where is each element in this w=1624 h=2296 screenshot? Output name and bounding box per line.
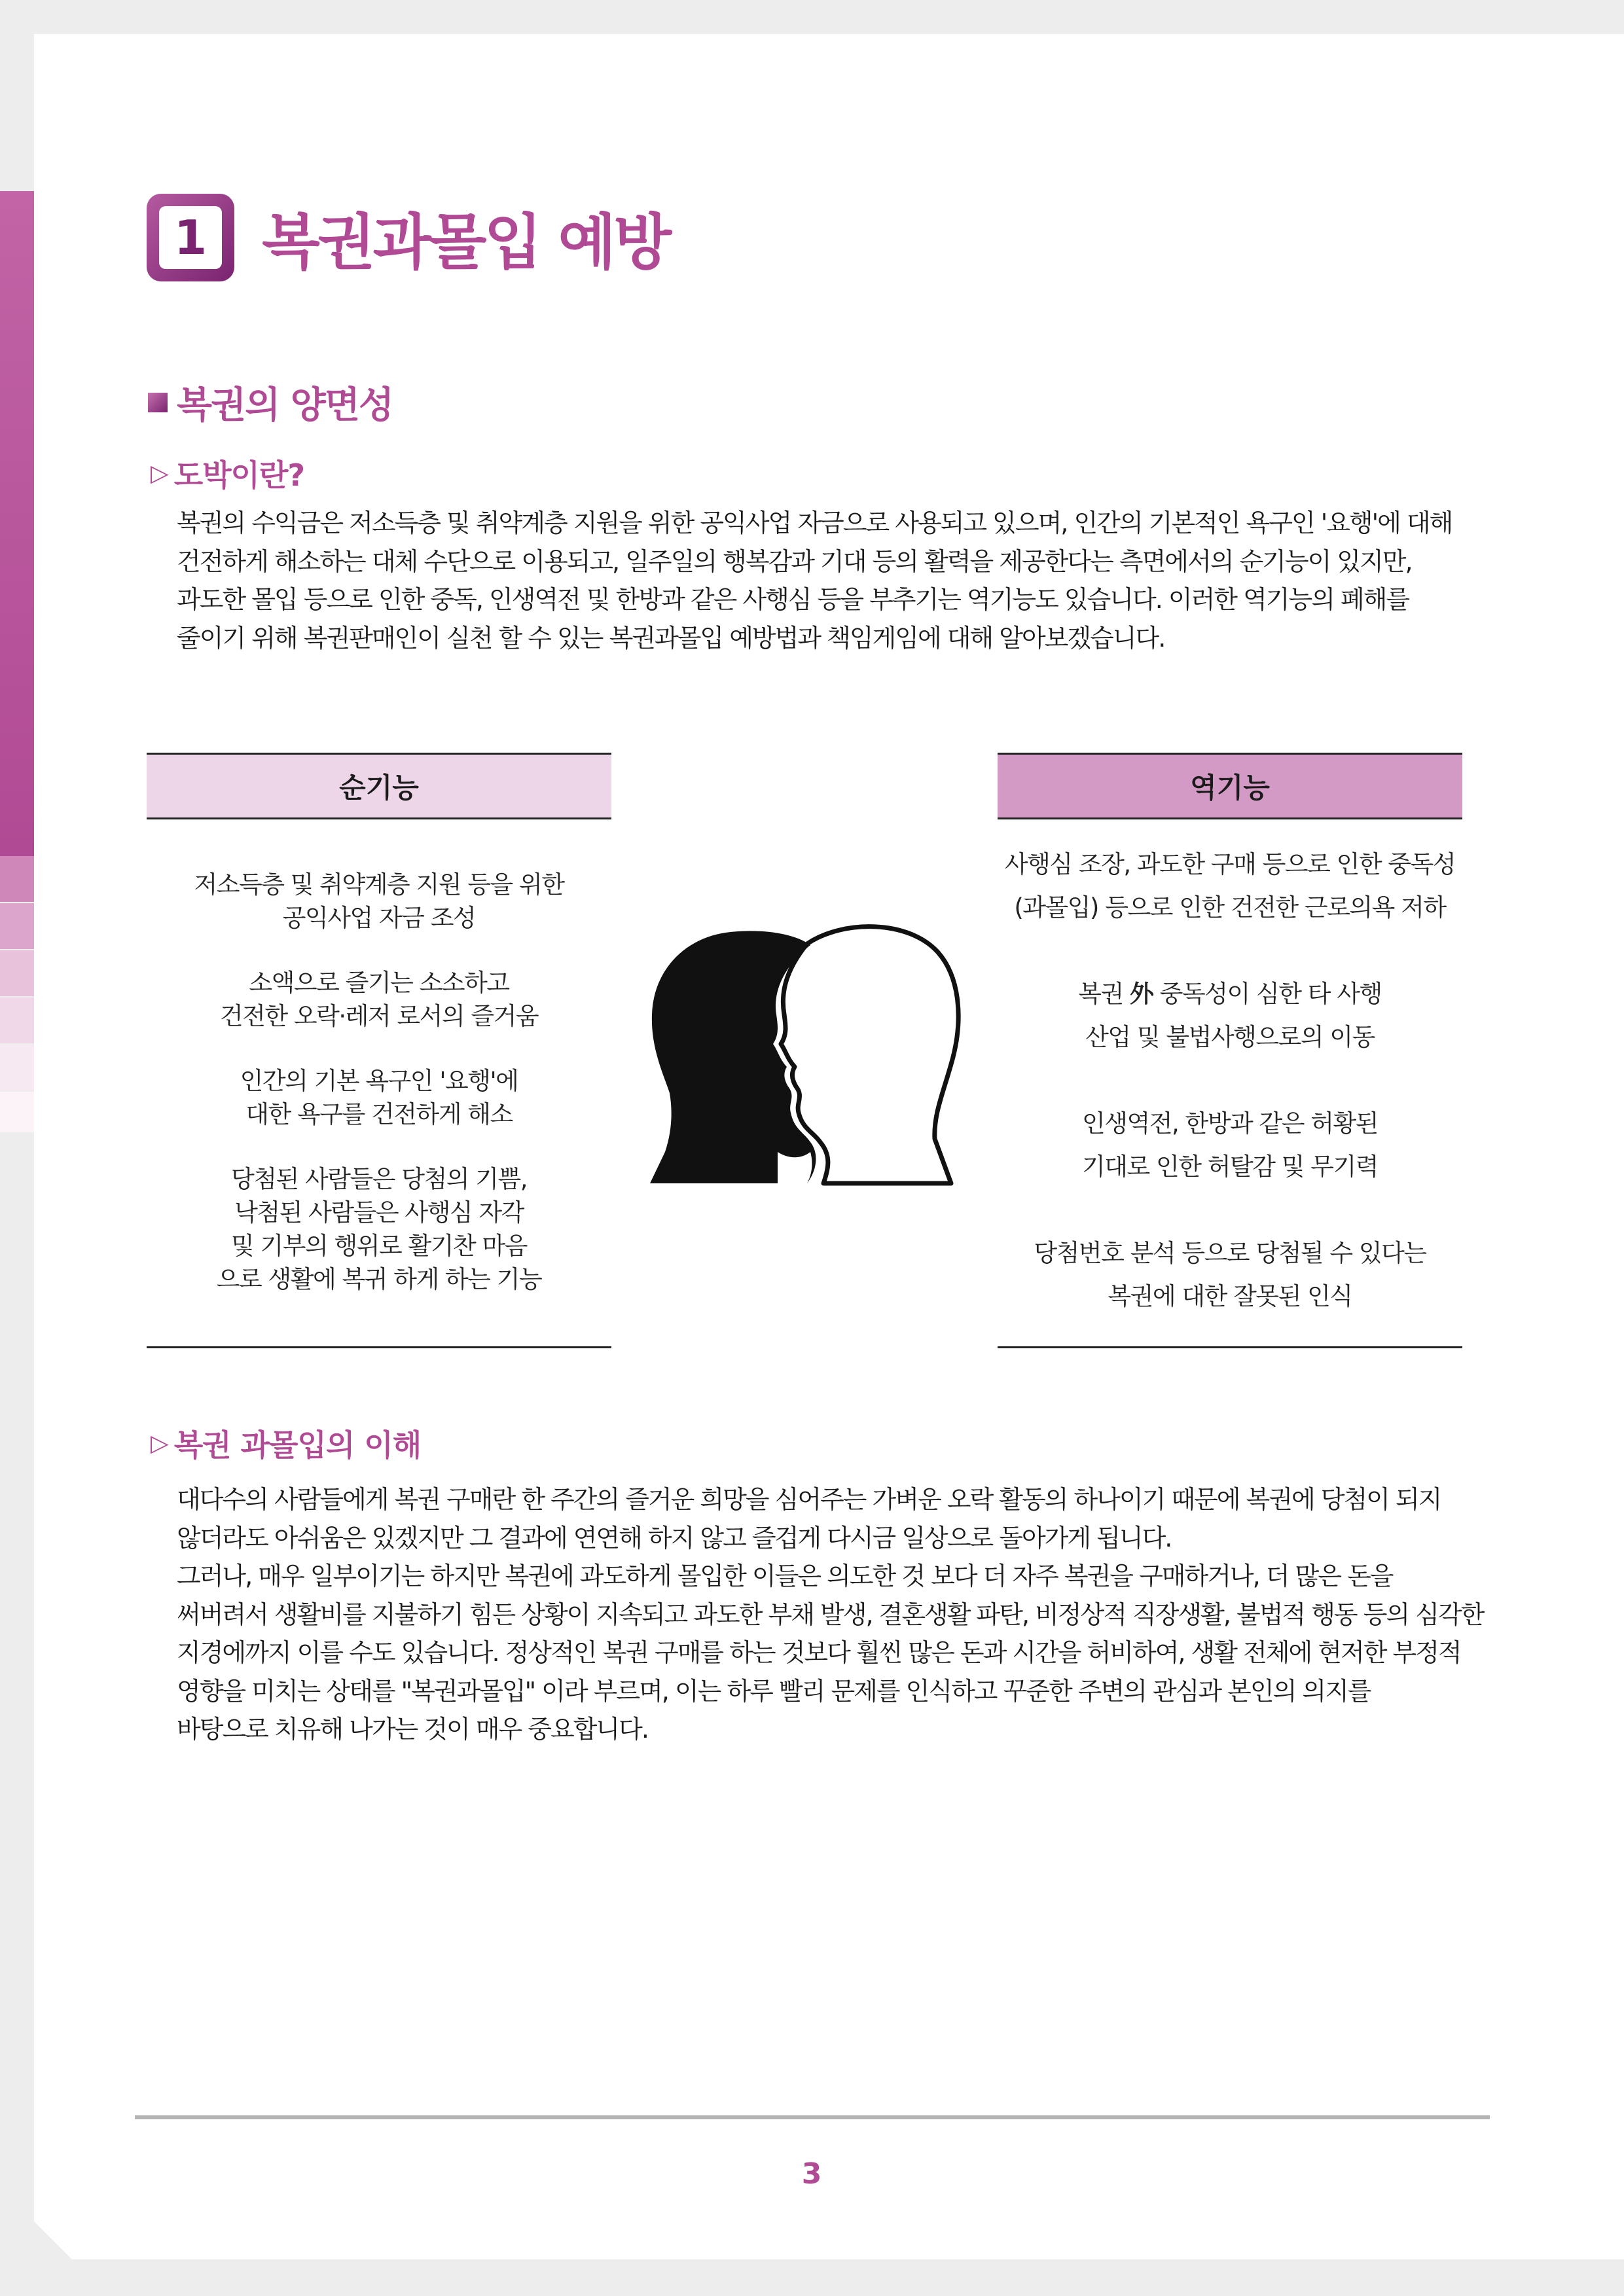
paragraph-line: 과도한 몰입 등으로 인한 중독, 인생역전 및 한방과 같은 사행심 등을 부추기는 역기능도 있습니다. 이러한 역기능의 폐해를 bbox=[177, 585, 1409, 614]
list-item bbox=[998, 973, 1462, 1059]
chapter-number-badge bbox=[147, 194, 234, 281]
paragraph-line: 건전하게 해소하는 대체 수단으로 이용되고, 일주일의 행복감과 기대 등의 활력을 제공한다는 측면에서의 순기능이 있지만, bbox=[177, 547, 1412, 576]
understanding-paragraph bbox=[177, 1480, 1484, 1749]
positive-bottom-rule bbox=[147, 1346, 611, 1348]
triangle-bullet-icon: ▷ bbox=[151, 459, 169, 487]
side-accent-step bbox=[0, 856, 34, 902]
side-accent-step bbox=[0, 1045, 34, 1090]
negative-function-header: 역기능 bbox=[998, 753, 1462, 819]
paragraph-line: 대다수의 사람들에게 복권 구매란 한 주간의 즐거운 희망을 심어주는 가벼운 오락 활동의 하나이기 때문에 복권에 당첨이 되지 bbox=[177, 1485, 1441, 1514]
item-line: 사행심 조장, 과도한 구매 등으로 인한 중독성 bbox=[1004, 850, 1456, 878]
list-item bbox=[147, 1064, 611, 1131]
item-line: 저소득층 및 취약계층 지원 등을 위한 bbox=[194, 870, 564, 899]
section-heading bbox=[148, 376, 393, 429]
side-accent-step bbox=[0, 950, 34, 996]
item-line: 건전한 오락·레저 로서의 즐거움 bbox=[219, 1002, 539, 1030]
negative-bottom-rule bbox=[998, 1346, 1462, 1348]
section-title: 복권의 양면성 bbox=[177, 384, 393, 427]
list-item bbox=[998, 1102, 1462, 1189]
list-item bbox=[998, 843, 1462, 929]
item-line: 기대로 인한 허탈감 및 무기력 bbox=[1082, 1153, 1378, 1181]
item-line: 당첨된 사람들은 당첨의 기쁨, bbox=[231, 1165, 527, 1193]
item-line: 소액으로 즐기는 소소하고 bbox=[249, 969, 509, 997]
footer-rule bbox=[135, 2115, 1490, 2119]
square-bullet-icon bbox=[148, 393, 168, 412]
side-accent-step bbox=[0, 903, 34, 949]
item-line: 인생역전, 한방과 같은 허황된 bbox=[1082, 1109, 1378, 1138]
paragraph-line: 않더라도 아쉬움은 있겠지만 그 결과에 연연해 하지 않고 즐겁게 다시금 일상으로 돌아가게 됩니다. bbox=[177, 1523, 1172, 1552]
paragraph-line: 줄이기 위해 복권판매인이 실천 할 수 있는 복권과몰입 예방법과 책임게임에 대해 알아보겠습니다. bbox=[177, 623, 1165, 653]
side-accent-bar bbox=[0, 191, 34, 856]
item-line: 산업 및 불법사행으로의 이동 bbox=[1085, 1023, 1375, 1051]
paragraph-line: 지경에까지 이를 수도 있습니다. 정상적인 복권 구매를 하는 것보다 훨씬 많은 돈과 시간을 허비하여, 생활 전체에 현저한 부정적 bbox=[177, 1638, 1461, 1667]
list-item bbox=[147, 1162, 611, 1296]
chapter-heading bbox=[147, 192, 669, 283]
side-accent-step bbox=[0, 1092, 34, 1132]
list-item bbox=[147, 966, 611, 1033]
paragraph-line: 복권의 수익금은 저소득층 및 취약계층 지원을 위한 공익사업 자금으로 사용되고 있으며, 인간의 기본적인 욕구인 '요행'에 대해 bbox=[177, 509, 1453, 537]
item-line: 공익사업 자금 조성 bbox=[282, 904, 476, 932]
item-line: 대한 욕구를 건전하게 해소 bbox=[245, 1100, 513, 1128]
side-accent-step bbox=[0, 997, 34, 1043]
paragraph-line: 써버려서 생활비를 지불하기 힘든 상황이 지속되고 과도한 부채 발생, 결혼생활 파탄, 비정상적 직장생활, 불법적 행동 등의 심각한 bbox=[177, 1600, 1484, 1629]
item-line-emphasis: 外 bbox=[1130, 980, 1153, 1008]
paragraph-line: 바탕으로 치유해 나가는 것이 매우 중요합니다. bbox=[177, 1715, 648, 1744]
list-item bbox=[147, 868, 611, 935]
item-line: (과몰입) 등으로 인한 건전한 근로의욕 저하 bbox=[1014, 893, 1446, 922]
subsection-title: 복권 과몰입의 이해 bbox=[173, 1427, 422, 1463]
item-line bbox=[998, 973, 1462, 1016]
item-line: 인간의 기본 욕구인 '요행'에 bbox=[240, 1067, 518, 1095]
positive-function-header: 순기능 bbox=[147, 753, 611, 819]
negative-function-list bbox=[998, 843, 1462, 1361]
subsection-heading bbox=[151, 452, 304, 495]
paragraph-line: 그러나, 매우 일부이기는 하지만 복권에 과도하게 몰입한 이들은 의도한 것 보다 더 자주 복권을 구매하거나, 더 많은 돈을 bbox=[177, 1562, 1393, 1590]
item-line-prefix: 복권 bbox=[1078, 980, 1130, 1008]
intro-paragraph bbox=[177, 504, 1460, 657]
subsection-heading bbox=[151, 1422, 421, 1465]
positive-function-list bbox=[147, 868, 611, 1327]
two-faces-illustration bbox=[647, 916, 974, 1191]
item-line-suffix: 중독성이 심한 타 사행 bbox=[1153, 980, 1382, 1008]
paragraph-line: 영향을 미치는 상태를 "복권과몰입" 이라 부르며, 이는 하루 빨리 문제를 인식하고 꾸준한 주변의 관심과 본인의 의지를 bbox=[177, 1676, 1371, 1706]
item-line: 당첨번호 분석 등으로 당첨될 수 있다는 bbox=[1034, 1239, 1426, 1267]
chapter-number: 1 bbox=[159, 206, 222, 269]
triangle-bullet-icon: ▷ bbox=[151, 1429, 169, 1457]
chapter-title: 복권과몰입 예방 bbox=[262, 207, 670, 278]
subsection-title: 도박이란? bbox=[173, 457, 305, 493]
page-number: 3 bbox=[801, 2157, 822, 2191]
item-line: 낙첨된 사람들은 사행심 자각 bbox=[234, 1198, 524, 1227]
item-line: 으로 생활에 복귀 하게 하는 기능 bbox=[216, 1265, 542, 1293]
item-line: 및 기부의 행위로 활기찬 마음 bbox=[231, 1232, 527, 1260]
list-item bbox=[998, 1232, 1462, 1318]
item-line: 복권에 대한 잘못된 인식 bbox=[1108, 1282, 1352, 1310]
